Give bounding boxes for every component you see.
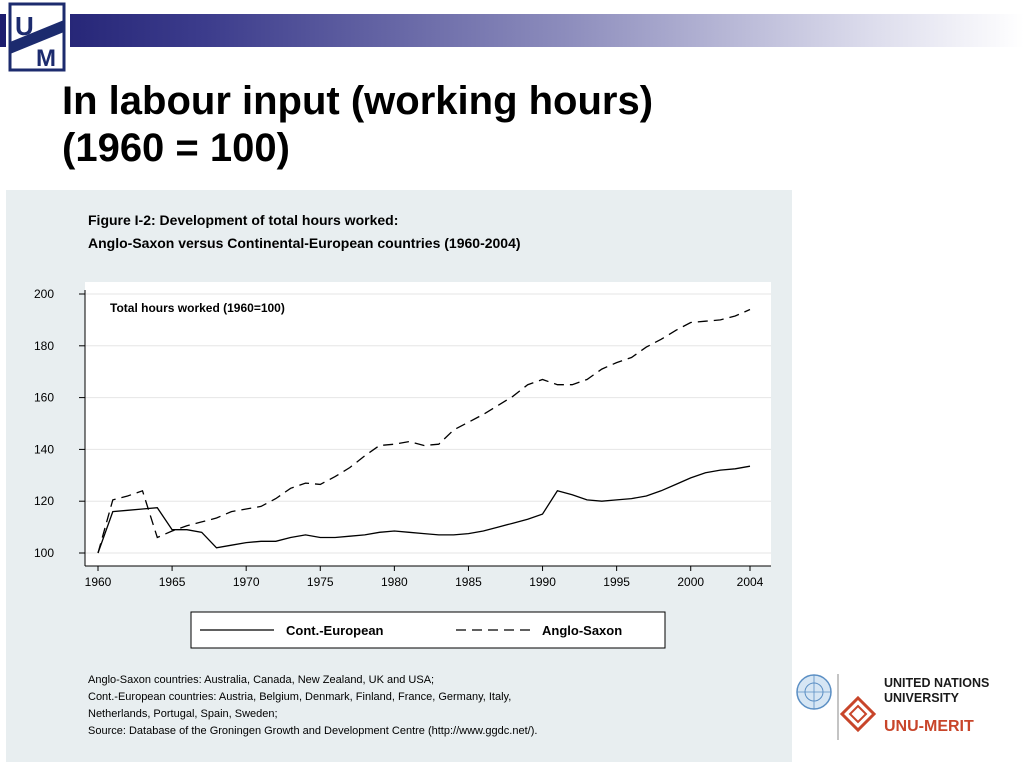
note-line: Netherlands, Portugal, Spain, Sweden;: [88, 708, 278, 720]
slide-title-line2: (1960 = 100): [62, 126, 290, 170]
header-gradient-bar: [0, 14, 1024, 47]
x-tick-label: 1975: [306, 575, 334, 589]
un-line2: UNIVERSITY: [884, 691, 960, 705]
unu-merit-emblem-icon: [842, 698, 874, 730]
legend-label: Cont.-European: [286, 623, 384, 638]
un-line1: UNITED NATIONS: [884, 676, 990, 690]
slide-title: [62, 78, 822, 172]
y-tick-label: 100: [33, 546, 54, 560]
figure-title-line2: Anglo-Saxon versus Continental-European countries (1960-2004): [88, 235, 521, 251]
y-tick-label: 160: [33, 390, 54, 405]
x-tick-label: 1985: [455, 575, 482, 589]
x-tick-label: 1970: [232, 575, 260, 589]
figure-panel: [6, 190, 792, 762]
un-university-name: [884, 676, 989, 706]
y-tick-label: 140: [33, 442, 54, 457]
chart-title: Total hours worked (1960=100): [110, 301, 285, 315]
um-logo-icon: [6, 2, 70, 74]
note-line: Anglo-Saxon countries: Australia, Canada, New Zealand, UK and USA;: [88, 674, 435, 686]
x-tick-label: 2004: [736, 575, 764, 589]
x-tick-label: 2000: [677, 575, 705, 589]
line-chart: [6, 190, 792, 660]
um-logo-letter-m: M: [36, 45, 56, 72]
plot-area: [85, 282, 771, 566]
y-tick-label: 180: [33, 338, 54, 353]
x-tick-label: 1990: [529, 575, 556, 589]
x-tick-label: 1960: [84, 575, 112, 589]
x-tick-label: 1995: [603, 575, 630, 589]
x-tick-label: 1965: [158, 575, 186, 589]
y-tick-label: 120: [33, 494, 54, 509]
x-tick-label: 1980: [381, 575, 408, 589]
um-logo-letter-u: U: [15, 11, 34, 41]
slide-title-line1: In labour input (working hours): [62, 79, 654, 123]
legend-label: Anglo-Saxon: [542, 623, 623, 638]
figure-title-line1: Figure I-2: Development of total hours worked:: [88, 212, 399, 228]
unu-merit-label: UNU-MERIT: [884, 718, 974, 735]
y-tick-label: 200: [33, 287, 54, 301]
note-line: Cont.-European countries: Austria, Belgium, Denmark, Finland, France, Germany, Italy,: [88, 691, 512, 703]
note-line: Source: Database of the Groningen Growth and Development Centre (http://www.ggdc.net/).: [88, 725, 538, 737]
figure-notes: [88, 672, 768, 740]
